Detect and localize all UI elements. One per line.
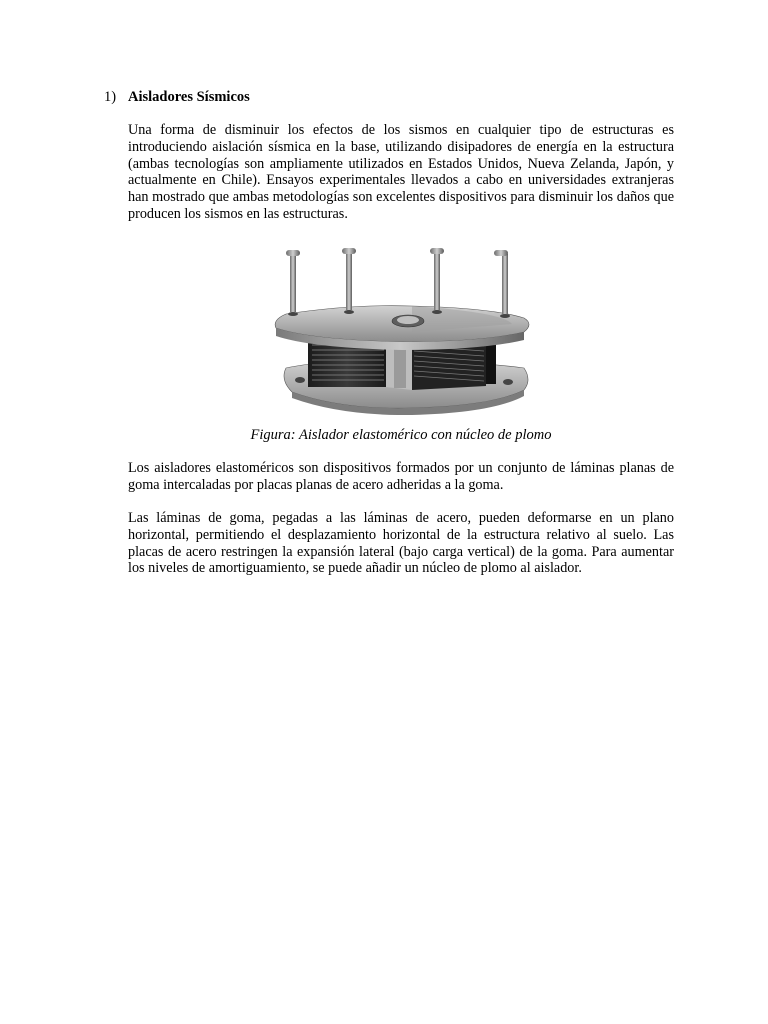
paragraph-intro: Una forma de disminuir los efectos de los sismos en cualquier tipo de estructuras es introduciendo aislación sísmica en la base, utilizando disipadores de energía en la estructura (ambas tecnologías son ampliamente utilizados en Estados Unidos, Nueva Zelanda, Japón, y actualmente en Chile). Ensayos experimentales llevados a cabo en universidades extranjeras han mostrado que ambas metodologías son excelentes dispositivos para disminuir los daños que producen los sismos en las estructuras. — [128, 122, 674, 222]
paragraph-elastomeric: Los aisladores elastoméricos son dispositivos formados por un conjunto de láminas planas de goma intercaladas por placas planas de acero adheridas a la goma. — [128, 460, 674, 493]
section-heading — [104, 88, 250, 106]
paragraph-rubber-layers: Las láminas de goma, pegadas a las láminas de acero, pueden deformarse en un plano horizontal, permitiendo el desplazamiento horizontal de la estructura relativo al suelo. Las placas de acero restringen la expansión lateral (bajo carga vertical) de la goma. Para aumentar los niveles de amortiguamiento, se puede añadir un núcleo de plomo al aislador. — [128, 510, 674, 577]
section-number: 1) — [104, 89, 117, 105]
figure-caption: Figura: Aislador elastomérico con núcleo de plomo — [250, 427, 552, 443]
isolator-figure — [262, 240, 542, 415]
section-title: Aisladores Sísmicos — [128, 89, 250, 105]
